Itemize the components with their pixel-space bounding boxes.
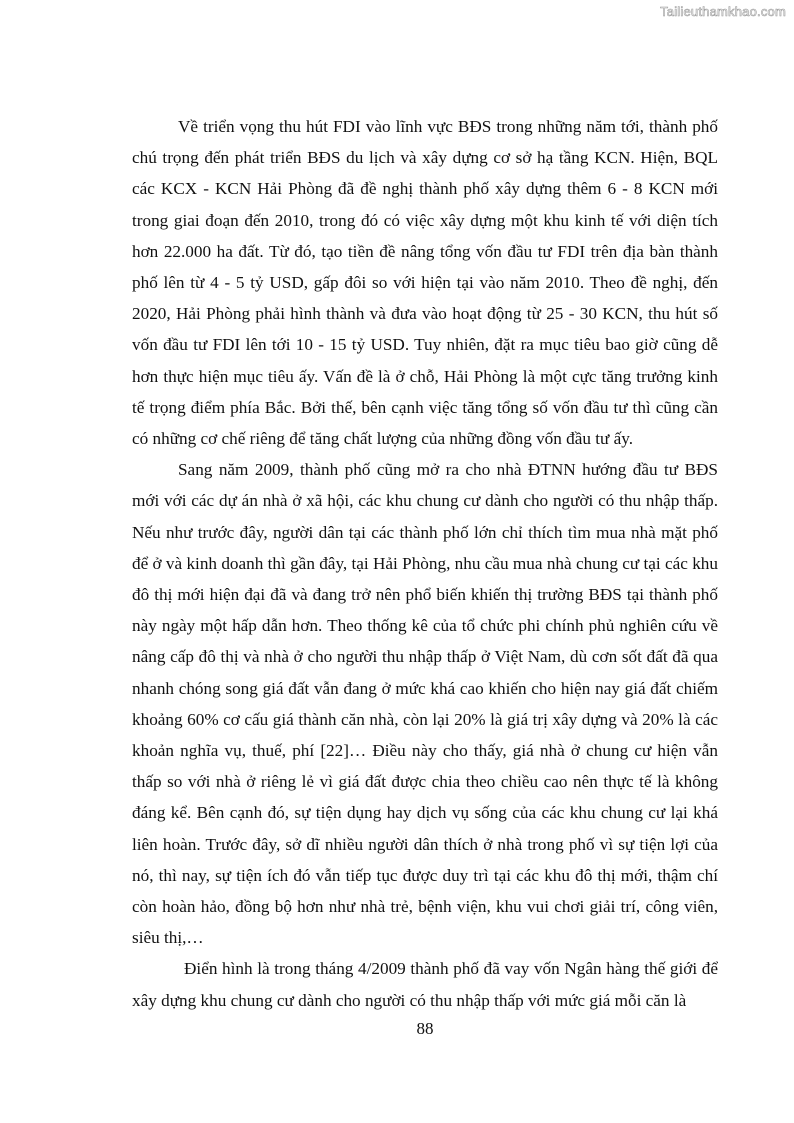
watermark-text: Tailieuthamkhao.com (660, 4, 786, 19)
paragraph-world-bank-loan: Điển hình là trong tháng 4/2009 thành phố đã vay vốn Ngân hàng thế giới để xây dựng khu chung cư dành cho người có thu nhập thấp với mức giá mỗi căn là (132, 959, 718, 1010)
paragraph-fdi-prospects: Về triển vọng thu hút FDI vào lĩnh vực BĐS trong những năm tới, thành phố chú trọng đến phát triển BĐS du lịch và xây dựng cơ sở hạ tầng KCN. Hiện, BQL các KCX - KCN Hải Phòng đã đề nghị thành phố xây dựng thêm 6 - 8 KCN mới trong giai đoạn đến 2010, trong đó có việc xây dựng một khu kinh tế với diện tích hơn 22.000 ha đất. Từ đó, tạo tiền đề nâng tổng vốn đầu tư FDI trên địa bàn thành phố lên từ 4 - 5 tỷ USD, gấp đôi so với hiện tại vào năm 2010. Theo đề nghị, đến 2020, Hải Phòng phải hình thành và đưa vào hoạt động từ 25 - 30 KCN, thu hút số vốn đầu tư FDI lên tới 10 - 15 tỷ USD. Tuy nhiên, đặt ra mục tiêu bao giờ cũng dễ hơn thực hiện mục tiêu ấy. Vấn đề là ở chỗ, Hải Phòng là một cực tăng trưởng kinh tế trọng điểm phía Bắc. Bởi thế, bên cạnh việc tăng tổng số vốn đầu tư thì cũng cần có những cơ chế riêng để tăng chất lượng của những đồng vốn đầu tư ấy. (132, 117, 718, 449)
page-number: 88 (416, 1019, 434, 1038)
document-body (132, 111, 718, 1016)
paragraph-social-housing: Sang năm 2009, thành phố cũng mở ra cho nhà ĐTNN hướng đầu tư BĐS mới với các dự án nhà ở xã hội, các khu chung cư dành cho người có thu nhập thấp. Nếu như trước đây, người dân tại các thành phố lớn chỉ thích tìm mua nhà mặt phố để ở và kinh doanh thì gần đây, tại Hải Phòng, nhu cầu mua nhà chung cư tại các khu đô thị mới hiện đại đã và đang trở nên phổ biến khiến thị trường BĐS tại thành phố này ngày một hấp dẫn hơn. Theo thống kê của tổ chức phi chính phủ nghiên cứu về nâng cấp đô thị và nhà ở cho người thu nhập thấp ở Việt Nam, dù cơn sốt đất đã qua nhanh chóng song giá đất vẫn đang ở mức khá cao khiến cho hiện nay giá đất chiếm khoảng 60% cơ cấu giá thành căn nhà, còn lại 20% là giá trị xây dựng và 20% là các khoản nghĩa vụ, thuế, phí [22]… Điều này cho thấy, giá nhà ở chung cư hiện vẫn thấp so với nhà ở riêng lẻ vì giá đất được chia theo chiều cao nên thực tế là không đáng kể. Bên cạnh đó, sự tiện dụng hay dịch vụ sống của các khu chung cư lại khá liên hoàn. Trước đây, sở dĩ nhiều người dân thích ở nhà trong phố vì sự tiện lợi của nó, thì nay, sự tiện ích đó vẫn tiếp tục được duy trì tại các khu đô thị mới, thậm chí còn hoàn hảo, đồng bộ hơn như nhà trẻ, bệnh viện, khu vui chơi giải trí, công viên, siêu thị,… (132, 460, 718, 948)
